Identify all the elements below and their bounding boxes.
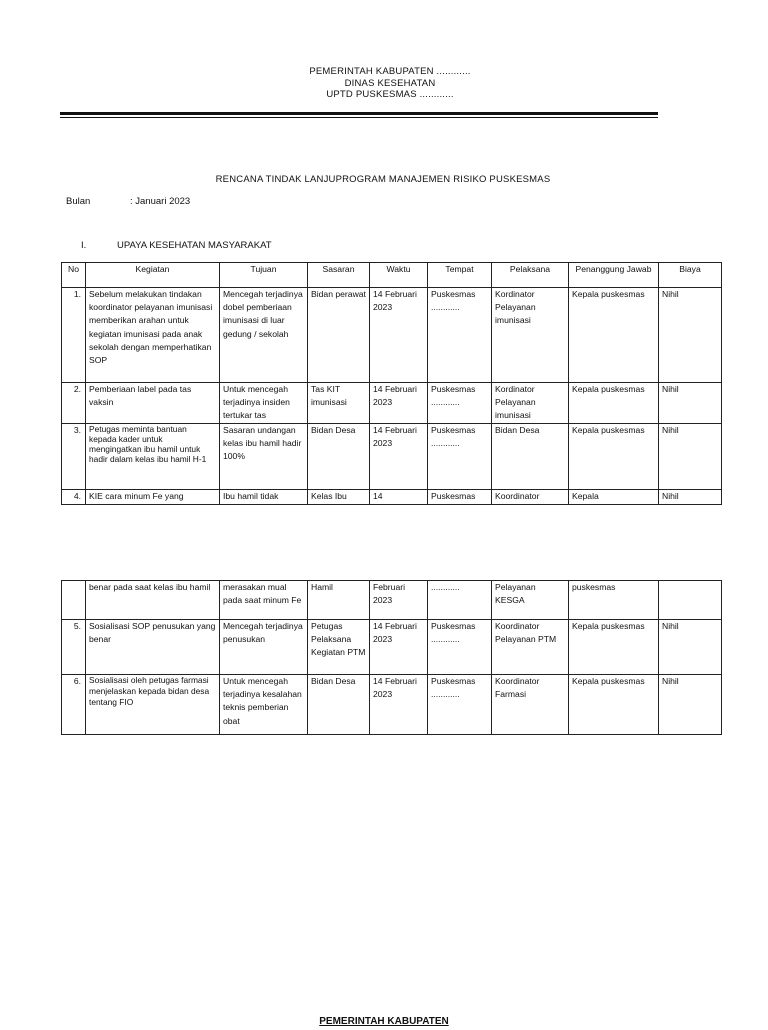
- letterhead-unit: UPTD PUSKESMAS ............: [326, 89, 454, 100]
- cell-tempat: Puskesmas: [428, 490, 492, 505]
- cell-sasaran: Bidan Desa: [308, 424, 370, 490]
- section-heading: [81, 240, 272, 251]
- cell-penanggung-jawab: Kepala puskesmas: [569, 675, 659, 735]
- cell-tempat: Puskesmas ............: [428, 383, 492, 424]
- cell-biaya: Nihil: [659, 490, 722, 505]
- cell-no: 6.: [62, 675, 86, 735]
- cell-tujuan: Untuk mencegah terjadinya insiden tertukar tas: [220, 383, 308, 424]
- col-header-tempat: Tempat: [428, 263, 492, 288]
- table-row: [62, 675, 722, 735]
- letterhead-rule-thin: [60, 117, 658, 118]
- cell-sasaran: Petugas Pelaksana Kegiatan PTM: [308, 620, 370, 675]
- cell-biaya: Nihil: [659, 288, 722, 383]
- letterhead: [60, 66, 720, 101]
- cell-tempat: Puskesmas ............: [428, 675, 492, 735]
- col-header-waktu: Waktu: [370, 263, 428, 288]
- cell-tempat: ............: [428, 581, 492, 620]
- col-header-biaya: Biaya: [659, 263, 722, 288]
- cell-tempat: Puskesmas ............: [428, 620, 492, 675]
- table-row: [62, 383, 722, 424]
- next-page-header-text: PEMERINTAH KABUPATEN: [319, 1016, 449, 1027]
- document-title: RENCANA TINDAK LANJUPROGRAM MANAJEMEN RISIKO PUSKESMAS: [215, 174, 551, 185]
- cell-no: 1.: [62, 288, 86, 383]
- cell-biaya: Nihil: [659, 424, 722, 490]
- cell-kegiatan: [86, 424, 220, 490]
- month-value: : Januari 2023: [130, 196, 191, 207]
- cell-no: [62, 581, 86, 620]
- section-number: I.: [81, 240, 87, 251]
- cell-waktu: 14: [370, 490, 428, 505]
- cell-sasaran: Kelas Ibu: [308, 490, 370, 505]
- cell-kegiatan: benar pada saat kelas ibu hamil: [86, 581, 220, 620]
- cell-tujuan: Mencegah terjadinya dobel pemberiaan imunisasi di luar gedung / sekolah: [220, 288, 308, 383]
- cell-pelaksana: Koordinator: [492, 490, 569, 505]
- table-row: [62, 424, 722, 490]
- cell-sasaran: Bidan perawat: [308, 288, 370, 383]
- cell-waktu: 14 Februari 2023: [370, 288, 428, 383]
- cell-pelaksana: Koordinator Pelayanan PTM: [492, 620, 569, 675]
- cell-waktu: 14 Februari 2023: [370, 620, 428, 675]
- col-header-kegiatan: Kegiatan: [86, 263, 220, 288]
- cell-tujuan: Sasaran undangan kelas ibu hamil hadir 100%: [220, 424, 308, 490]
- table-row: [62, 581, 722, 620]
- cell-sasaran: Hamil: [308, 581, 370, 620]
- cell-kegiatan: [86, 675, 220, 735]
- cell-pelaksana: Bidan Desa: [492, 424, 569, 490]
- cell-tempat: Puskesmas ............: [428, 424, 492, 490]
- cell-no: 3.: [62, 424, 86, 490]
- table-header-row: [62, 263, 722, 288]
- cell-no: 5.: [62, 620, 86, 675]
- cell-kegiatan-text: Sosialisasi oleh petugas farmasi menjelaskan kepada bidan desa tentang FIO: [89, 675, 210, 707]
- col-header-pelaksana: Pelaksana: [492, 263, 569, 288]
- cell-kegiatan: Sosialisasi SOP penusukan yang benar: [86, 620, 220, 675]
- cell-penanggung-jawab: Kepala puskesmas: [569, 424, 659, 490]
- cell-sasaran: Bidan Desa: [308, 675, 370, 735]
- action-plan-table-2: [61, 580, 722, 735]
- cell-kegiatan: Sebelum melakukan tindakan koordinator pelayanan imunisasi memberikan arahan untuk kegiatan imunisasi pada anak sekolah dengan memperhatikan SOP: [86, 288, 220, 383]
- cell-biaya: [659, 581, 722, 620]
- cell-waktu: 14 Februari 2023: [370, 424, 428, 490]
- cell-penanggung-jawab: Kepala puskesmas: [569, 288, 659, 383]
- cell-pelaksana: Kordinator Pelayanan imunisasi: [492, 383, 569, 424]
- month-label: Bulan: [66, 196, 91, 207]
- cell-sasaran: Tas KIT imunisasi: [308, 383, 370, 424]
- cell-penanggung-jawab: Kepala: [569, 490, 659, 505]
- letterhead-department: DINAS KESEHATAN: [344, 77, 436, 89]
- cell-pelaksana: Kordinator Pelayanan imunisasi: [492, 288, 569, 383]
- cell-tujuan: Ibu hamil tidak: [220, 490, 308, 505]
- cell-biaya: Nihil: [659, 620, 722, 675]
- cell-penanggung-jawab: Kepala puskesmas: [569, 383, 659, 424]
- col-header-tujuan: Tujuan: [220, 263, 308, 288]
- table-row: [62, 288, 722, 383]
- next-page-header-partial: [0, 1016, 768, 1030]
- cell-pelaksana: Pelayanan KESGA: [492, 581, 569, 620]
- action-plan-table-1: [61, 262, 722, 505]
- section-title: UPAYA KESEHATAN MASYARAKAT: [117, 240, 272, 251]
- table-row: [62, 490, 722, 505]
- table-row: [62, 620, 722, 675]
- letterhead-rule-thick: [60, 112, 658, 115]
- cell-biaya: Nihil: [659, 383, 722, 424]
- cell-no: 4.: [62, 490, 86, 505]
- cell-tujuan: merasakan mual pada saat minum Fe: [220, 581, 308, 620]
- cell-penanggung-jawab: puskesmas: [569, 581, 659, 620]
- cell-kegiatan: Pemberiaan label pada tas vaksin: [86, 383, 220, 424]
- cell-tempat: Puskesmas ............: [428, 288, 492, 383]
- col-header-penanggung-jawab: Penanggung Jawab: [569, 263, 659, 288]
- col-header-sasaran: Sasaran: [308, 263, 370, 288]
- cell-kegiatan-text: Petugas meminta bantuan kepada kader untuk mengingatkan ibu hamil untuk hadir dalam kelas ibu hamil H-1: [89, 424, 207, 464]
- cell-tujuan: Untuk mencegah terjadinya kesalahan teknis pemberian obat: [220, 675, 308, 735]
- cell-biaya: Nihil: [659, 675, 722, 735]
- cell-waktu: 14 Februari 2023: [370, 383, 428, 424]
- cell-tujuan: Mencegah terjadinya penusukan: [220, 620, 308, 675]
- cell-penanggung-jawab: Kepala puskesmas: [569, 620, 659, 675]
- col-header-no: No: [62, 263, 86, 288]
- month-line: [66, 196, 190, 207]
- letterhead-government: PEMERINTAH KABUPATEN ............: [309, 66, 471, 77]
- cell-waktu: 14 Februari 2023: [370, 675, 428, 735]
- cell-waktu: Februari 2023: [370, 581, 428, 620]
- cell-pelaksana: Koordinator Farmasi: [492, 675, 569, 735]
- cell-kegiatan: KIE cara minum Fe yang: [86, 490, 220, 505]
- cell-no: 2.: [62, 383, 86, 424]
